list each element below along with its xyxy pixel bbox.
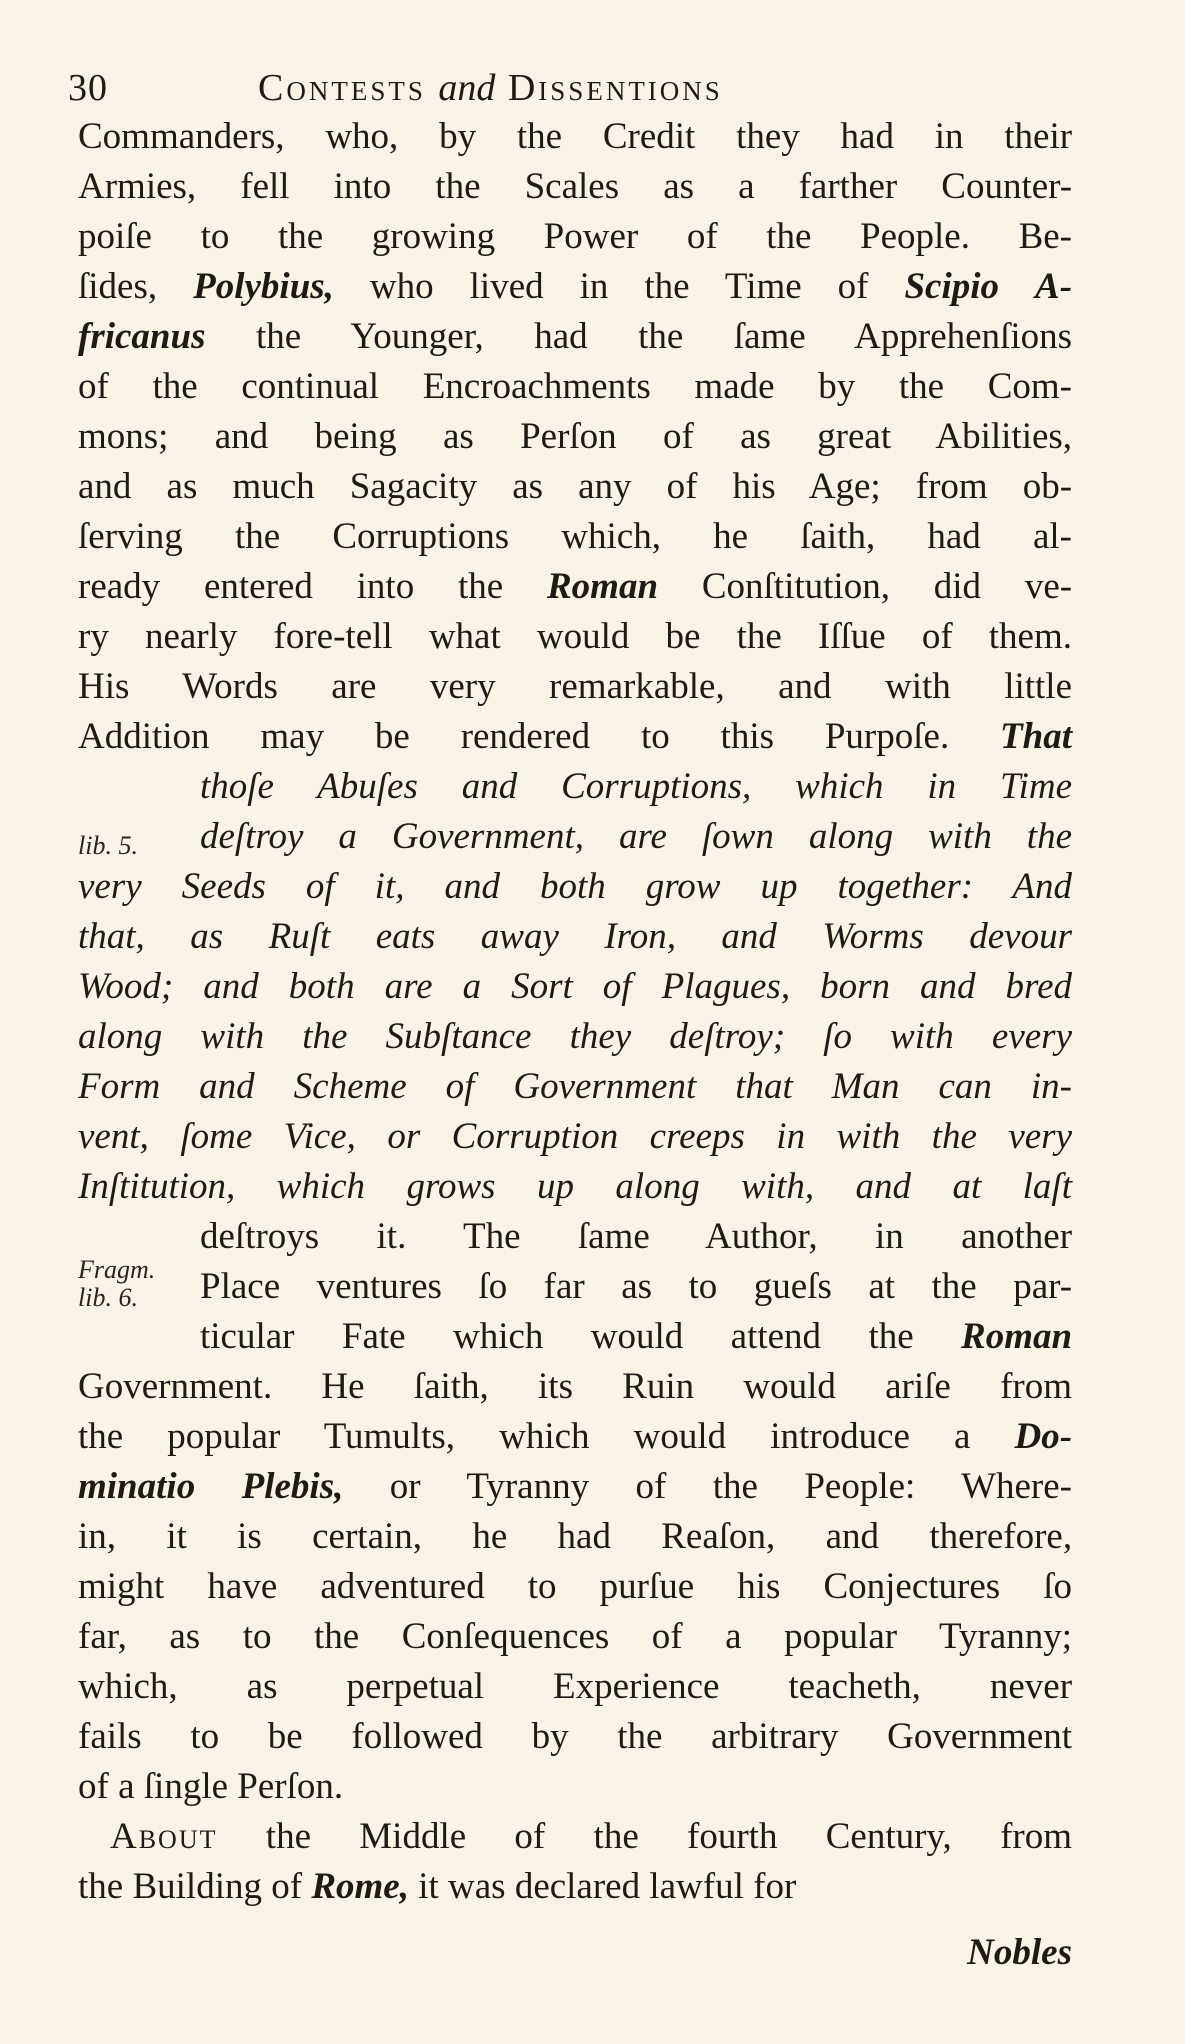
text-line: of a ſingle Perſon. xyxy=(78,1766,344,1807)
text-line: mons; and being as Perſon of as great Abilities, xyxy=(78,416,1073,457)
text-line: ſides, Polybius, who lived in the Time of Scipio A- xyxy=(78,266,1073,307)
text-line: thoſe Abuſes and Corruptions, which in Time xyxy=(200,766,1072,807)
catchword: Nobles xyxy=(967,1932,1072,1973)
text-line: along with the Subſtance they deſtroy; ſo with every xyxy=(78,1016,1072,1057)
page-header xyxy=(68,58,1068,118)
text-line: Wood; and both are a Sort of Plagues, born and bred xyxy=(78,966,1072,1007)
text-line: ſerving the Corruptions which, he ſaith, had al- xyxy=(78,516,1072,557)
text-line: far, as to the Conſequences of a popular Tyranny; xyxy=(78,1616,1073,1657)
text-line: About the Middle of the fourth Century, from xyxy=(110,1816,1072,1857)
text-line: ticular Fate which would attend the Roman xyxy=(200,1316,1073,1357)
text-line: very Seeds of it, and both grow up together: And xyxy=(78,866,1072,907)
text-line: deſtroys it. The ſame Author, in another xyxy=(200,1216,1073,1257)
text-line: the popular Tumults, which would introduce a Do- xyxy=(78,1416,1073,1457)
text-line: of the continual Encroachments made by the Com- xyxy=(78,366,1072,407)
text-line: that, as Ruſt eats away Iron, and Worms devour xyxy=(78,916,1072,957)
text-line: which, as perpetual Experience teacheth, never xyxy=(78,1666,1073,1707)
text-line: ready entered into the Roman Conſtitution, did ve- xyxy=(78,566,1073,607)
text-line: Armies, fell into the Scales as a farther Counter- xyxy=(78,166,1073,207)
text-line: Addition may be rendered to this Purpoſe. That xyxy=(78,716,1072,757)
text-line: Government. He ſaith, its Ruin would ariſe from xyxy=(78,1366,1073,1407)
text-line: Form and Scheme of Government that Man can in- xyxy=(78,1066,1072,1107)
text-line: in, it is certain, he had Reaſon, and therefore, xyxy=(78,1516,1073,1557)
text-line: Commanders, who, by the Credit they had in their xyxy=(78,116,1073,157)
text-line: His Words are very remarkable, and with little xyxy=(78,666,1073,707)
text-line: Inſtitution, which grows up along with, and at laſt xyxy=(78,1166,1072,1207)
text-line: minatio Plebis, or Tyranny of the People: Where- xyxy=(78,1466,1072,1507)
text-line: ry nearly fore-tell what would be the Iſſue of them. xyxy=(78,616,1073,657)
text-line: poiſe to the growing Power of the People. Be- xyxy=(78,216,1073,257)
text-line: the Building of Rome, it was declared lawful for xyxy=(78,1866,797,1907)
margin-note-fragm: Fragm. xyxy=(78,1255,156,1284)
text-line: fails to be followed by the arbitrary Government xyxy=(78,1716,1073,1757)
margin-note-lib6: lib. 6. xyxy=(78,1283,138,1312)
running-head: Contests and Dissentions xyxy=(258,67,723,109)
text-line: might have adventured to purſue his Conjectures ſo xyxy=(78,1566,1073,1607)
text-line: Place ventures ſo far as to gueſs at the par- xyxy=(200,1266,1073,1307)
text-line: and as much Sagacity as any of his Age; from ob- xyxy=(78,466,1073,507)
text-line: deſtroy a Government, are ſown along with the xyxy=(200,816,1072,857)
margin-note-lib5: lib. 5. xyxy=(78,831,138,860)
text-line: fricanus the Younger, had the ſame Apprehenſions xyxy=(78,316,1073,357)
page-number: 30 xyxy=(68,67,108,109)
text-line: vent, ſome Vice, or Corruption creeps in with the very xyxy=(78,1116,1072,1157)
